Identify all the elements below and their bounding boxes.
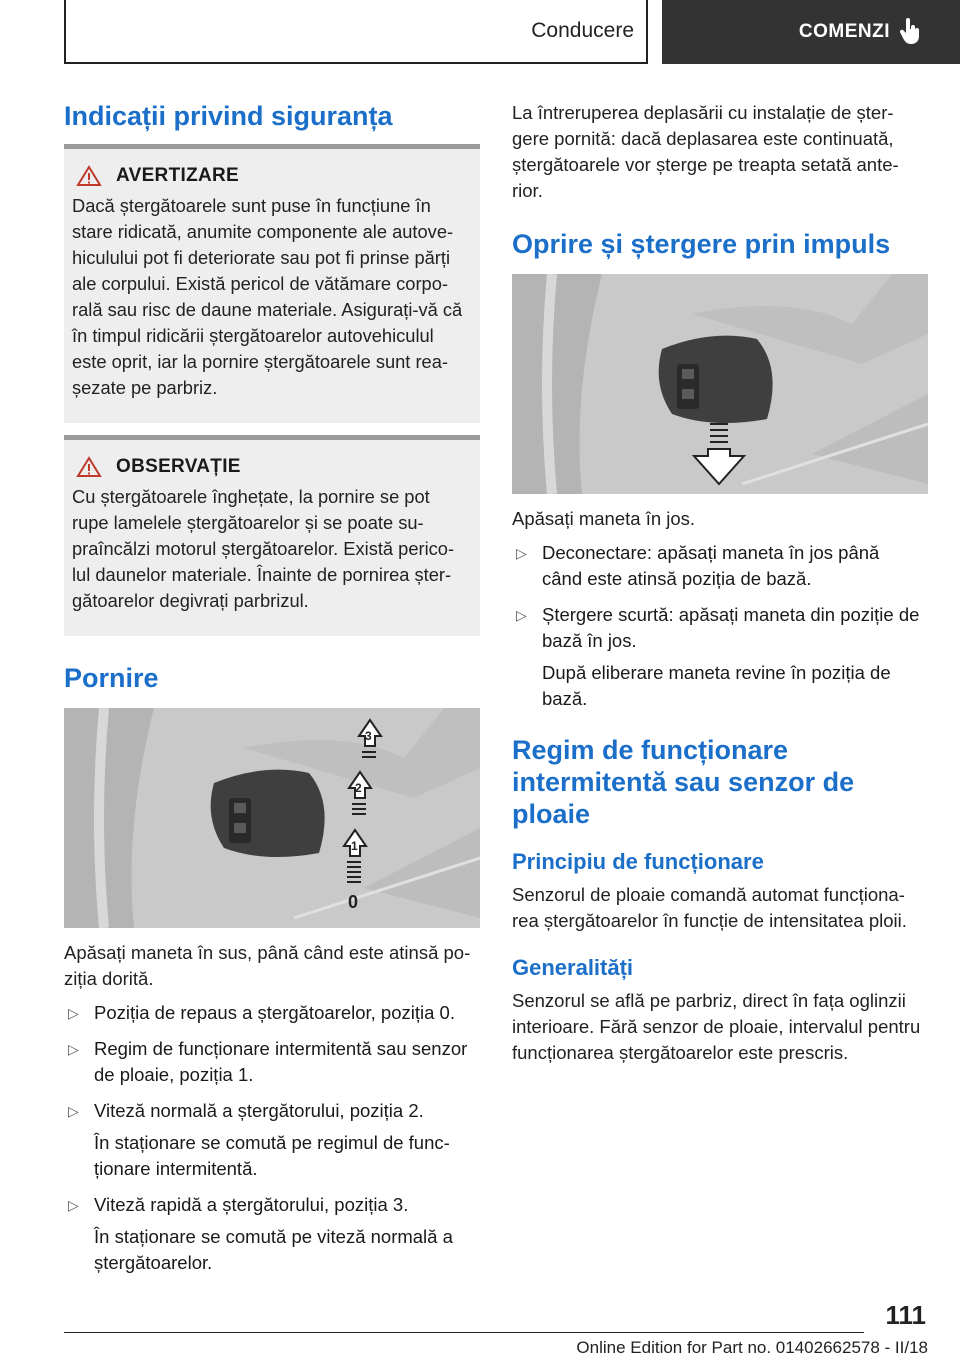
position-label-2: 2 xyxy=(355,781,362,795)
list-item: ▷ Deconectare: apăsați maneta în jos până când este atinsă poziția de bază. xyxy=(516,542,880,589)
oprire-list xyxy=(512,540,928,712)
regim-title: Regim de funcționare intermitentă sau senzor de ploaie xyxy=(512,735,855,829)
pornire-intro: Apăsați maneta în sus, până când este atinsă po- ziția dorită. xyxy=(64,942,471,989)
notice-text: Cu ștergătoarele înghețate, la pornire se pot rupe lamelele ștergătoarelor și se poate su- praîncălzi motorul ștergătoarelor. Există perico- lul daunelor materiale. Înainte de pornirea șter- gătoarelor degivrați parbrizul. xyxy=(72,486,455,611)
header-section: COMENZI xyxy=(798,21,890,42)
list-item: ▷ Regim de funcționare intermitentă sau senzor de ploaie, poziția 1. xyxy=(68,1038,468,1085)
warning-box xyxy=(64,149,480,423)
position-label-0: 0 xyxy=(348,892,359,912)
notice-box xyxy=(64,440,480,636)
triangle-bullet-icon: ▷ xyxy=(68,1103,79,1119)
warning-text: Dacă ștergătoarele sunt puse în funcțiune în stare ridicată, anumite componente ale autove- hiculului pot fi deteriorate sau pot fi prinse părți ale corpului. Există pericol de vătămare corpo- rală sau risc de daune materiale. Asigurați-vă că în timpul ridicării ștergătoarelor autovehiculul este oprit, iar la pornire ștergătoarele sunt rea- șezate pe parbriz. xyxy=(72,195,463,398)
position-label-3: 3 xyxy=(365,729,372,743)
list-item: ▷ Viteză normală a ștergătorului, poziția 2. În staționare se comută pe regimul de func- ționare intermitentă. xyxy=(68,1100,450,1179)
edition-text: Online Edition for Part no. 01402662578 - II/18 xyxy=(576,1338,928,1357)
warning-label: AVERTIZARE xyxy=(116,165,239,186)
principiu-title: Principiu de funcționare xyxy=(512,849,764,874)
triangle-bullet-icon: ▷ xyxy=(68,1041,79,1057)
principiu-text: Senzorul de ploaie comandă automat funcționa- rea ștergătoarelor în funcție de intensitatea ploii. xyxy=(512,884,907,931)
safety-title: Indicații privind siguranța xyxy=(64,101,393,131)
wiper-lever-up-figure xyxy=(64,708,480,928)
triangle-bullet-icon: ▷ xyxy=(68,1005,79,1021)
header-chapter: Conducere xyxy=(531,19,634,42)
right-column xyxy=(512,100,928,1066)
generalitati-title: Generalități xyxy=(512,955,634,980)
wiper-lever-down-figure xyxy=(512,274,928,494)
list-item: ▷ Poziția de repaus a ștergătoarelor, poziția 0. xyxy=(64,1000,480,1026)
left-column xyxy=(64,100,480,1276)
press-down-text: Apăsați maneta în jos. xyxy=(512,508,696,529)
page-number: 111 xyxy=(885,1300,926,1330)
triangle-bullet-icon: ▷ xyxy=(516,607,527,623)
pornire-list xyxy=(64,1000,480,1276)
list-item: ▷ Viteză rapidă a ștergătorului, poziția 3. În staționare se comută pe viteză normală a ștergătoarelor. xyxy=(68,1194,453,1273)
header-section-tab[interactable] xyxy=(662,0,960,64)
pornire-title: Pornire xyxy=(64,663,159,693)
list-item: ▷ Ștergere scurtă: apăsați maneta din poziție de bază în jos. După eliberare maneta revine în poziția de bază. xyxy=(516,604,920,709)
continued-text: La întreruperea deplasării cu instalație de șter- gere pornită: dacă deplasarea este continuată, ștergătoarele vor șterge pe treapta setată ante- rior. xyxy=(512,102,899,201)
position-label-1: 1 xyxy=(351,839,358,853)
triangle-bullet-icon: ▷ xyxy=(68,1197,79,1213)
warning-icon xyxy=(76,456,102,478)
warning-icon xyxy=(76,165,102,187)
footer-divider xyxy=(64,1332,864,1333)
generalitati-text: Senzorul se află pe parbriz, direct în fața oglinzii interioare. Fără senzor de ploaie, intervalul pentru funcționarea ștergătoarelor este prescris. xyxy=(512,990,921,1063)
notice-label: OBSERVAȚIE xyxy=(116,456,241,477)
hand-pointer-icon xyxy=(900,18,922,46)
header-chapter-box xyxy=(64,0,648,64)
triangle-bullet-icon: ▷ xyxy=(516,545,527,561)
oprire-title: Oprire și ștergere prin impuls xyxy=(512,229,891,259)
